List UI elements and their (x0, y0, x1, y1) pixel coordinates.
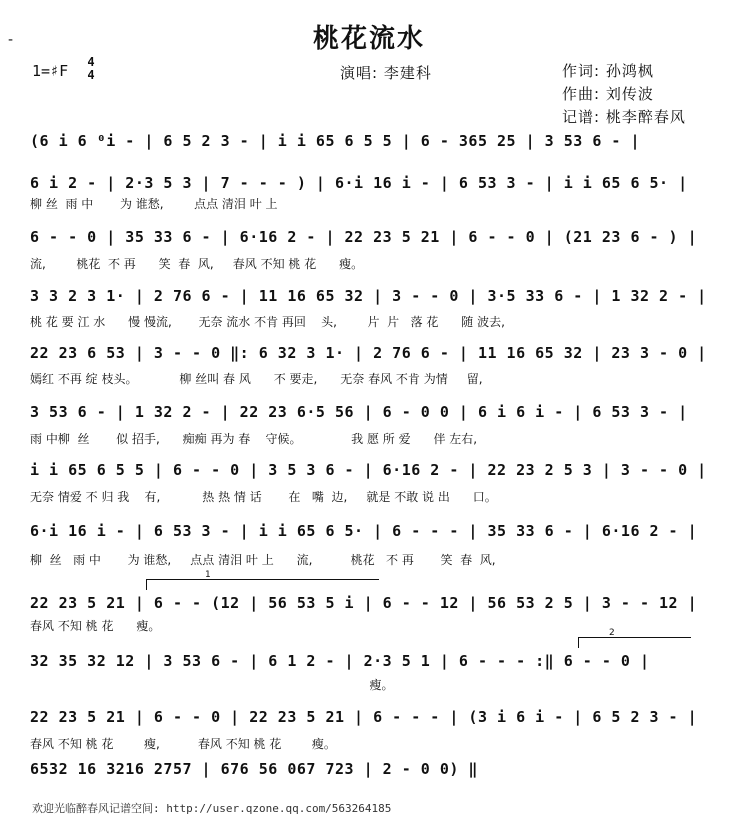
lyric-row: 无奈 情爱 不 归 我 有, 热 热 情 话 在 嘴 边, 就是 不敢 说 出 口。 (30, 490, 497, 504)
lyric-row: 雨 中柳 丝 似 招手, 痴痴 再为 春 守候。 我 愿 所 爱 伴 左右, (30, 432, 478, 446)
lyric-row: 桃 花 要 江 水 慢 慢流, 无奈 流水 不肯 再回 头, 片 片 落 花 随 波去, (30, 315, 505, 329)
lyric-row: 瘦。 (30, 678, 394, 692)
notation-row: 22 23 5 21 | 6 - - 0 | 22 23 5 21 | 6 - - - | (3 i 6 i - | 6 5 2 3 - | (30, 708, 698, 726)
lyric-row: 柳 丝 雨 中 为 谁愁, 点点 清泪 叶 上 (30, 197, 278, 211)
notation-row: (6 i 6 ⁰i - | 6 5 2 3 - | i i 65 6 5 5 | 6 - 365 25 | 3 53 6 - | (30, 132, 640, 150)
notation-row: 3 53 6 - | 1 32 2 - | 22 23 6·5 56 | 6 - 0 0 | 6 i 6 i - | 6 53 3 - | (30, 403, 688, 421)
singer-credit: 演唱: 李建科 (340, 64, 432, 82)
composer-credit: 作曲: 刘传波 (562, 85, 654, 103)
transcriber-credit: 记谱: 桃李醉春风 (562, 108, 686, 126)
footer-note: 欢迎光临醉春风记谱空间: http://user.qzone.qq.com/563264185 (32, 802, 392, 815)
notation-row: 6·i 16 i - | 6 53 3 - | i i 65 6 5· | 6 - - - | 35 33 6 - | 6·16 2 - | (30, 522, 698, 540)
notation-row: 3 3 2 3 1· | 2 76 6 - | 11 16 65 32 | 3 - - 0 | 3·5 33 6 - | 1 32 2 - | (30, 287, 707, 305)
lyric-row: 嫣红 不再 绽 枝头。 柳 丝叫 春 风 不 要走, 无奈 春风 不肯 为情 留, (30, 372, 483, 386)
notation-row: i i 65 6 5 5 | 6 - - 0 | 3 5 3 6 - | 6·16 2 - | 22 23 2 5 3 | 3 - - 0 | (30, 461, 707, 479)
volta-bracket-2 (578, 628, 691, 648)
volta-number: 2 (609, 628, 615, 638)
meter-top: 4 (87, 55, 95, 69)
credits-block (562, 60, 686, 129)
lyric-row: 柳 丝 雨 中 为 谁愁, 点点 清泪 叶 上 流, 桃花 不 再 笑 春 风, (30, 553, 496, 567)
lyricist-credit: 作词: 孙鸿枫 (562, 62, 654, 80)
meter-bottom: 4 (87, 68, 95, 82)
notation-row: 6 i 2 - | 2·3 5 3 | 7 - - - ) | 6·i 16 i - | 6 53 3 - | i i 65 6 5· | (30, 174, 688, 192)
notation-row: 22 23 5 21 | 6 - - (12 | 56 53 5 i | 6 - - 12 | 56 53 2 5 | 3 - - 12 | (30, 594, 698, 612)
lyric-row: 流, 桃花 不 再 笑 春 风, 春风 不知 桃 花 瘦。 (30, 257, 364, 271)
song-title: 桃花流水 (312, 24, 425, 54)
lyric-row: 春风 不知 桃 花 瘦。 (30, 619, 161, 633)
notation-row: 22 23 6 53 | 3 - - 0 ‖: 6 32 3 1· | 2 76 6 - | 11 16 65 32 | 23 3 - 0 | (30, 344, 707, 362)
volta-number: 1 (205, 570, 211, 580)
key-signature: 1=♯F (32, 62, 69, 80)
notation-row: 6 - - 0 | 35 33 6 - | 6·16 2 - | 22 23 5 21 | 6 - - 0 | (21 23 6 - ) | (30, 228, 698, 246)
notation-row: 32 35 32 12 | 3 53 6 - | 6 1 2 - | 2·3 5 1 | 6 - - - :‖ 6 - - 0 | (30, 652, 650, 670)
volta-bracket-1 (146, 570, 379, 590)
notation-row: 6532 16 3216 2757 | 676 56 067 723 | 2 - 0 0) ‖ (30, 760, 478, 778)
lyric-row: 春风 不知 桃 花 瘦, 春风 不知 桃 花 瘦。 (30, 737, 336, 751)
time-signature (84, 56, 98, 82)
corner-mark: - (8, 32, 14, 48)
